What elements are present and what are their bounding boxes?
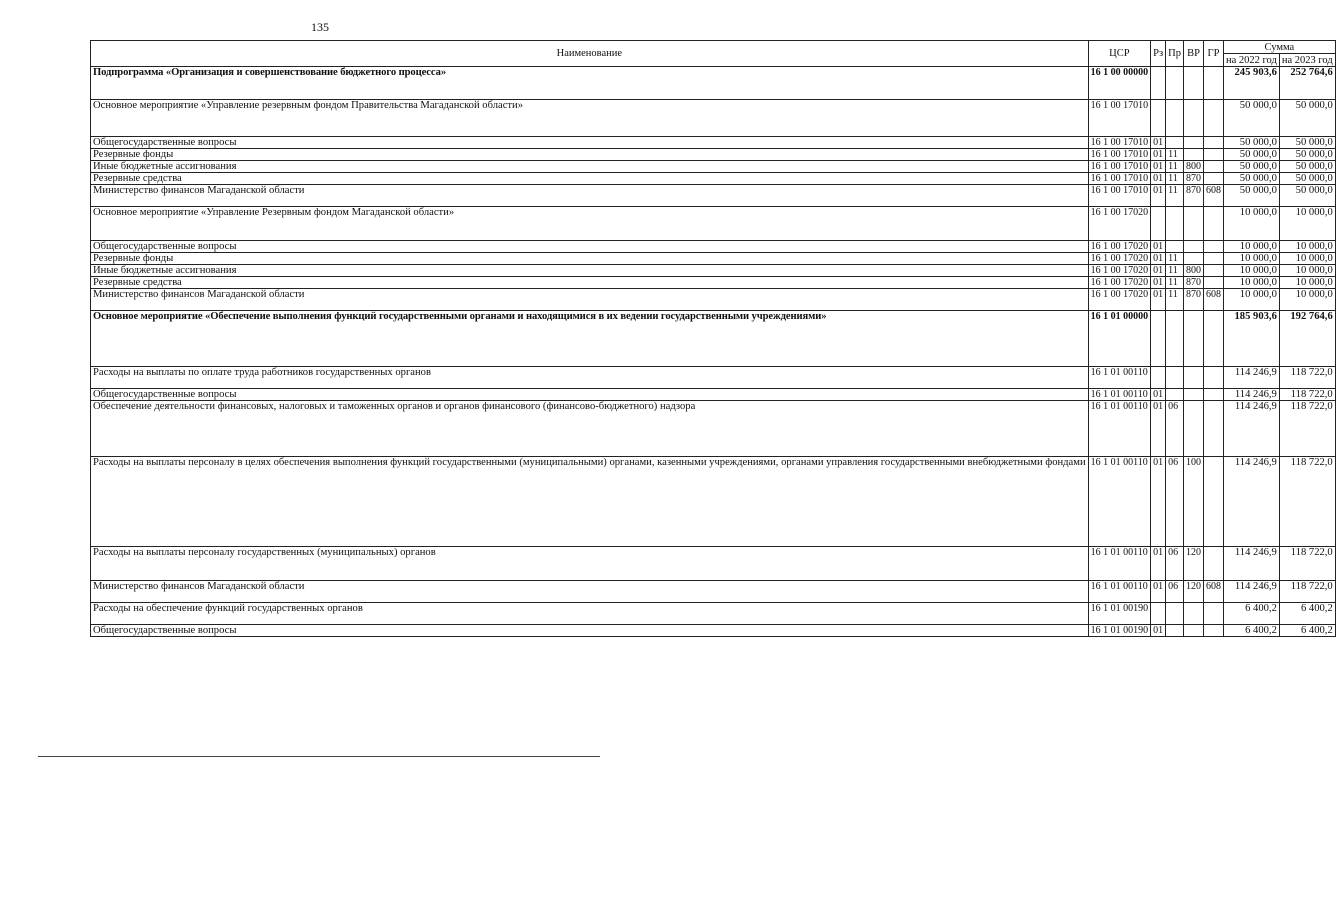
cell-gr: 608	[1203, 185, 1223, 207]
cell-rz	[1151, 311, 1166, 367]
table-row	[91, 265, 1336, 277]
cell-pr: 06	[1166, 547, 1184, 581]
cell-sum-2022: 114 246,9	[1223, 401, 1279, 457]
cell-name: Иные бюджетные ассигнования	[91, 265, 1089, 277]
table-row	[91, 289, 1336, 311]
cell-sum-2023: 10 000,0	[1279, 241, 1335, 253]
cell-name: Министерство финансов Магаданской области	[91, 185, 1089, 207]
cell-name: Министерство финансов Магаданской области	[91, 289, 1089, 311]
cell-sum-2022: 114 246,9	[1223, 389, 1279, 401]
table-row	[91, 547, 1336, 581]
cell-rz: 01	[1151, 185, 1166, 207]
cell-rz: 01	[1151, 137, 1166, 149]
cell-rz: 01	[1151, 149, 1166, 161]
cell-gr	[1203, 100, 1223, 137]
cell-sum-2022: 50 000,0	[1223, 100, 1279, 137]
table-row	[91, 161, 1336, 173]
cell-sum-2022: 10 000,0	[1223, 277, 1279, 289]
cell-pr: 06	[1166, 457, 1184, 547]
cell-rz	[1151, 603, 1166, 625]
cell-name: Общегосударственные вопросы	[91, 389, 1089, 401]
budget-table	[90, 40, 1336, 637]
cell-vr: 120	[1183, 581, 1203, 603]
cell-name: Общегосударственные вопросы	[91, 241, 1089, 253]
cell-pr	[1166, 207, 1184, 241]
cell-sum-2022: 50 000,0	[1223, 185, 1279, 207]
cell-sum-2023: 50 000,0	[1279, 161, 1335, 173]
cell-csr: 16 1 00 17020	[1088, 277, 1151, 289]
cell-rz: 01	[1151, 547, 1166, 581]
cell-vr: 870	[1183, 277, 1203, 289]
cell-name: Основное мероприятие «Управление Резервным фондом Магаданской области»	[91, 207, 1089, 241]
cell-csr: 16 1 00 17020	[1088, 265, 1151, 277]
cell-rz: 01	[1151, 277, 1166, 289]
cell-gr	[1203, 457, 1223, 547]
cell-sum-2023: 50 000,0	[1279, 137, 1335, 149]
cell-pr: 11	[1166, 161, 1184, 173]
cell-name: Основное мероприятие «Обеспечение выполнения функций государственными органами и находящимися в их ведении государственными учреждениями»	[91, 311, 1089, 367]
cell-name: Расходы на выплаты по оплате труда работников государственных органов	[91, 367, 1089, 389]
cell-gr	[1203, 367, 1223, 389]
cell-rz: 01	[1151, 173, 1166, 185]
cell-pr: 11	[1166, 253, 1184, 265]
table-row	[91, 137, 1336, 149]
cell-rz: 01	[1151, 289, 1166, 311]
cell-name: Общегосударственные вопросы	[91, 137, 1089, 149]
cell-pr	[1166, 311, 1184, 367]
cell-gr	[1203, 67, 1223, 100]
cell-name: Иные бюджетные ассигнования	[91, 161, 1089, 173]
cell-sum-2022: 10 000,0	[1223, 253, 1279, 265]
table-row	[91, 149, 1336, 161]
cell-name: Резервные средства	[91, 277, 1089, 289]
cell-vr	[1183, 389, 1203, 401]
table-row	[91, 277, 1336, 289]
cell-name: Резервные фонды	[91, 253, 1089, 265]
cell-sum-2022: 6 400,2	[1223, 603, 1279, 625]
cell-sum-2022: 50 000,0	[1223, 137, 1279, 149]
cell-vr: 870	[1183, 173, 1203, 185]
cell-vr	[1183, 207, 1203, 241]
cell-sum-2023: 6 400,2	[1279, 625, 1335, 637]
cell-csr: 16 1 01 00000	[1088, 311, 1151, 367]
cell-csr: 16 1 01 00190	[1088, 625, 1151, 637]
cell-gr	[1203, 173, 1223, 185]
table-row	[91, 457, 1336, 547]
header-pr: Пр	[1166, 41, 1184, 67]
cell-gr	[1203, 547, 1223, 581]
cell-vr: 870	[1183, 185, 1203, 207]
cell-sum-2022: 50 000,0	[1223, 161, 1279, 173]
cell-rz: 01	[1151, 625, 1166, 637]
cell-csr: 16 1 00 17010	[1088, 149, 1151, 161]
cell-vr	[1183, 253, 1203, 265]
cell-rz: 01	[1151, 581, 1166, 603]
cell-sum-2023: 10 000,0	[1279, 277, 1335, 289]
cell-name: Расходы на выплаты персоналу государственных (муниципальных) органов	[91, 547, 1089, 581]
table-row	[91, 185, 1336, 207]
cell-gr	[1203, 625, 1223, 637]
cell-sum-2022: 114 246,9	[1223, 547, 1279, 581]
cell-gr	[1203, 265, 1223, 277]
cell-gr	[1203, 401, 1223, 457]
cell-sum-2023: 6 400,2	[1279, 603, 1335, 625]
cell-name: Основное мероприятие «Управление резервным фондом Правительства Магаданской области»	[91, 100, 1089, 137]
header-year-2023: на 2023 год	[1279, 54, 1335, 67]
cell-name: Обеспечение деятельности финансовых, налоговых и таможенных органов и органов финансового (финансово-бюджетного) надзора	[91, 401, 1089, 457]
cell-gr	[1203, 389, 1223, 401]
cell-sum-2023: 118 722,0	[1279, 547, 1335, 581]
header-gr: ГР	[1203, 41, 1223, 67]
cell-rz: 01	[1151, 161, 1166, 173]
cell-vr	[1183, 100, 1203, 137]
cell-sum-2022: 50 000,0	[1223, 173, 1279, 185]
cell-sum-2022: 185 903,6	[1223, 311, 1279, 367]
cell-name: Расходы на выплаты персоналу в целях обеспечения выполнения функций государственными (муниципальными) органами, казенными учреждениями, органами управления государственными внебюджетными фондами	[91, 457, 1089, 547]
cell-name: Резервные средства	[91, 173, 1089, 185]
cell-sum-2023: 10 000,0	[1279, 289, 1335, 311]
cell-csr: 16 1 01 00110	[1088, 401, 1151, 457]
cell-pr	[1166, 241, 1184, 253]
table-row	[91, 401, 1336, 457]
cell-pr: 11	[1166, 277, 1184, 289]
header-csr: ЦСР	[1088, 41, 1151, 67]
cell-csr: 16 1 01 00110	[1088, 581, 1151, 603]
cell-csr: 16 1 00 17010	[1088, 137, 1151, 149]
cell-vr	[1183, 67, 1203, 100]
cell-csr: 16 1 00 17020	[1088, 207, 1151, 241]
cell-sum-2023: 192 764,6	[1279, 311, 1335, 367]
cell-vr	[1183, 241, 1203, 253]
cell-rz: 01	[1151, 457, 1166, 547]
header-vr: ВР	[1183, 41, 1203, 67]
cell-pr	[1166, 67, 1184, 100]
cell-csr: 16 1 00 17010	[1088, 100, 1151, 137]
cell-csr: 16 1 00 17020	[1088, 253, 1151, 265]
cell-name: Резервные фонды	[91, 149, 1089, 161]
cell-vr: 800	[1183, 265, 1203, 277]
table-row	[91, 625, 1336, 637]
cell-sum-2022: 6 400,2	[1223, 625, 1279, 637]
cell-vr	[1183, 137, 1203, 149]
cell-gr	[1203, 137, 1223, 149]
cell-pr	[1166, 137, 1184, 149]
cell-pr: 06	[1166, 581, 1184, 603]
cell-gr	[1203, 149, 1223, 161]
cell-pr	[1166, 100, 1184, 137]
table-row	[91, 603, 1336, 625]
cell-rz	[1151, 100, 1166, 137]
table-row	[91, 253, 1336, 265]
cell-csr: 16 1 01 00110	[1088, 389, 1151, 401]
cell-sum-2022: 114 246,9	[1223, 581, 1279, 603]
cell-gr	[1203, 161, 1223, 173]
cell-rz: 01	[1151, 389, 1166, 401]
cell-name: Подпрограмма «Организация и совершенствование бюджетного процесса»	[91, 67, 1089, 100]
cell-pr: 11	[1166, 173, 1184, 185]
cell-sum-2023: 118 722,0	[1279, 367, 1335, 389]
cell-vr	[1183, 149, 1203, 161]
cell-gr	[1203, 603, 1223, 625]
cell-sum-2022: 245 903,6	[1223, 67, 1279, 100]
cell-gr	[1203, 207, 1223, 241]
cell-csr: 16 1 01 00110	[1088, 367, 1151, 389]
cell-rz: 01	[1151, 401, 1166, 457]
cell-csr: 16 1 00 17020	[1088, 289, 1151, 311]
table-row	[91, 367, 1336, 389]
table-row	[91, 389, 1336, 401]
cell-sum-2022: 10 000,0	[1223, 207, 1279, 241]
cell-gr	[1203, 241, 1223, 253]
cell-sum-2023: 252 764,6	[1279, 67, 1335, 100]
cell-rz	[1151, 367, 1166, 389]
cell-vr: 800	[1183, 161, 1203, 173]
cell-sum-2023: 118 722,0	[1279, 457, 1335, 547]
cell-pr: 11	[1166, 265, 1184, 277]
cell-pr	[1166, 367, 1184, 389]
cell-rz: 01	[1151, 265, 1166, 277]
cell-pr: 11	[1166, 149, 1184, 161]
cell-pr	[1166, 603, 1184, 625]
cell-csr: 16 1 01 00110	[1088, 547, 1151, 581]
cell-vr: 100	[1183, 457, 1203, 547]
header-name: Наименование	[91, 41, 1089, 67]
cell-pr: 11	[1166, 289, 1184, 311]
table-body	[91, 67, 1336, 637]
cell-rz: 01	[1151, 253, 1166, 265]
cell-sum-2023: 118 722,0	[1279, 581, 1335, 603]
cell-sum-2023: 50 000,0	[1279, 173, 1335, 185]
header-year-2022: на 2022 год	[1223, 54, 1279, 67]
cell-rz	[1151, 207, 1166, 241]
table-row	[91, 100, 1336, 137]
cell-sum-2023: 50 000,0	[1279, 185, 1335, 207]
cell-rz	[1151, 67, 1166, 100]
table-row	[91, 207, 1336, 241]
table-row	[91, 173, 1336, 185]
page-number: 135	[311, 20, 329, 34]
cell-sum-2023: 118 722,0	[1279, 389, 1335, 401]
cell-sum-2023: 10 000,0	[1279, 265, 1335, 277]
cell-gr: 608	[1203, 581, 1223, 603]
cell-name: Министерство финансов Магаданской области	[91, 581, 1089, 603]
cell-sum-2022: 10 000,0	[1223, 289, 1279, 311]
cell-gr	[1203, 253, 1223, 265]
cell-sum-2023: 50 000,0	[1279, 149, 1335, 161]
cell-vr	[1183, 401, 1203, 457]
cell-sum-2023: 50 000,0	[1279, 100, 1335, 137]
cell-pr	[1166, 389, 1184, 401]
cell-pr: 06	[1166, 401, 1184, 457]
cell-csr: 16 1 00 17020	[1088, 241, 1151, 253]
cell-rz: 01	[1151, 241, 1166, 253]
cell-sum-2022: 10 000,0	[1223, 241, 1279, 253]
cell-sum-2023: 118 722,0	[1279, 401, 1335, 457]
cell-csr: 16 1 00 17010	[1088, 185, 1151, 207]
footer-divider	[38, 756, 600, 757]
cell-csr: 16 1 01 00110	[1088, 457, 1151, 547]
table-row	[91, 241, 1336, 253]
cell-sum-2022: 114 246,9	[1223, 367, 1279, 389]
cell-vr: 870	[1183, 289, 1203, 311]
header-sum: Сумма	[1223, 41, 1335, 54]
cell-vr	[1183, 311, 1203, 367]
cell-vr	[1183, 603, 1203, 625]
cell-gr	[1203, 277, 1223, 289]
cell-pr: 11	[1166, 185, 1184, 207]
cell-sum-2022: 50 000,0	[1223, 149, 1279, 161]
cell-vr: 120	[1183, 547, 1203, 581]
cell-sum-2022: 114 246,9	[1223, 457, 1279, 547]
cell-csr: 16 1 00 17010	[1088, 161, 1151, 173]
cell-sum-2022: 10 000,0	[1223, 265, 1279, 277]
cell-vr	[1183, 625, 1203, 637]
cell-pr	[1166, 625, 1184, 637]
cell-gr	[1203, 311, 1223, 367]
header-rz: Рз	[1151, 41, 1166, 67]
cell-csr: 16 1 01 00190	[1088, 603, 1151, 625]
cell-gr: 608	[1203, 289, 1223, 311]
cell-name: Расходы на обеспечение функций государственных органов	[91, 603, 1089, 625]
cell-csr: 16 1 00 00000	[1088, 67, 1151, 100]
cell-name: Общегосударственные вопросы	[91, 625, 1089, 637]
cell-sum-2023: 10 000,0	[1279, 253, 1335, 265]
cell-vr	[1183, 367, 1203, 389]
table-row	[91, 67, 1336, 100]
table-row	[91, 311, 1336, 367]
cell-sum-2023: 10 000,0	[1279, 207, 1335, 241]
cell-csr: 16 1 00 17010	[1088, 173, 1151, 185]
table-row	[91, 581, 1336, 603]
